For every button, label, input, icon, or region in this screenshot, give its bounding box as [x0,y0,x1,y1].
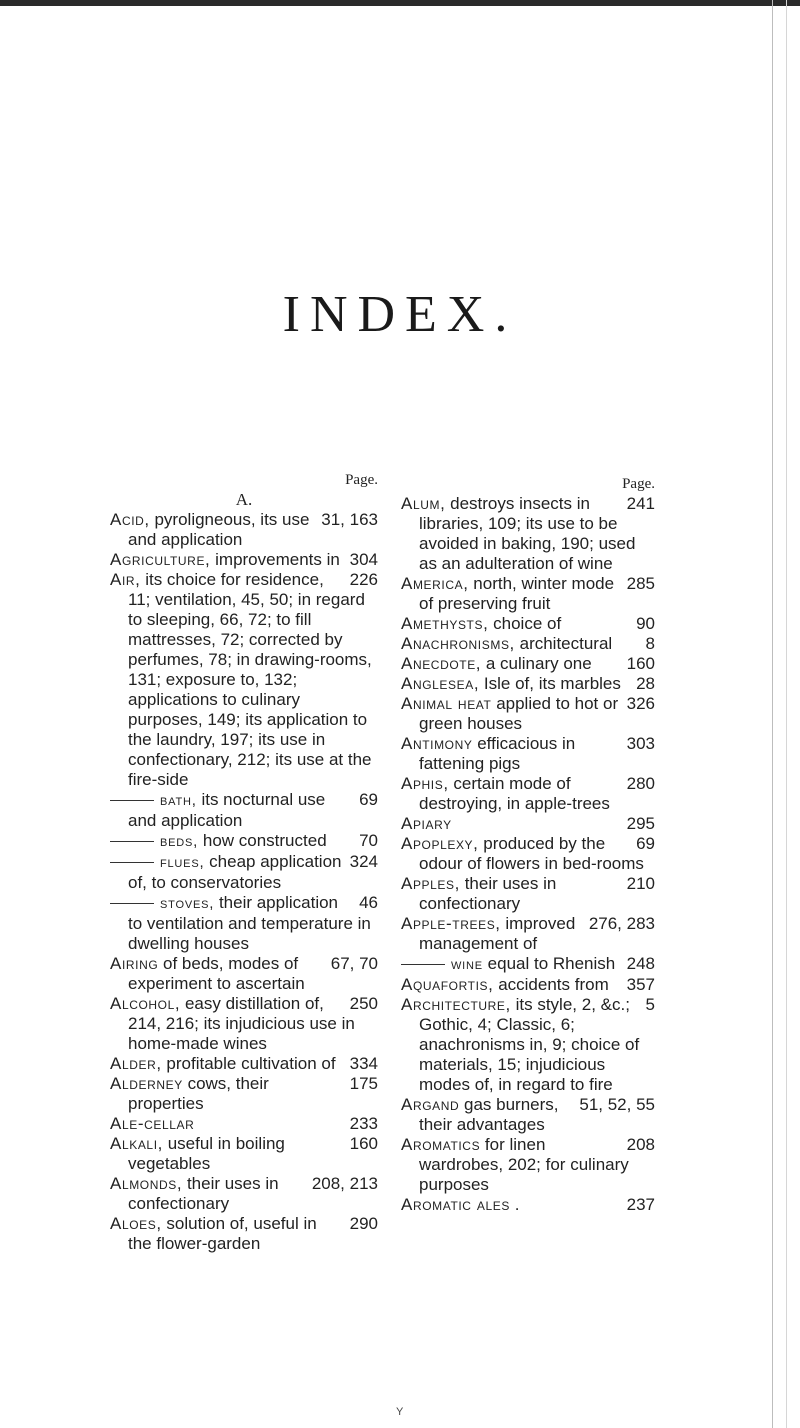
entry-text: their uses in confectionary [128,1174,279,1213]
entry-subheading: bath, [160,792,197,809]
page-column-header: Page. [345,472,378,488]
ditto-rule [401,964,445,965]
entry-page-ref: 326 [626,694,655,713]
index-entry [110,1174,378,1214]
page-title: INDEX. [282,286,518,343]
entry-text: profitable cultivation of [166,1054,336,1073]
entry-text: its style, 2, &c.; Gothic, 4; Classic, 6; anachronisms in, 9; choice of materials, 15; injudicious modes of, in regard to fire [419,995,640,1094]
entry-page-ref: 31, 163 [321,510,378,529]
index-entry [110,570,378,790]
entry-subheading: flues, [160,854,205,871]
entry-page-ref: 241 [626,494,655,513]
page-edge-line [786,0,787,1428]
index-entry [110,550,378,570]
index-entry [110,831,378,852]
entry-heading: Alcohol, [110,994,181,1013]
entry-heading: Alum, [401,494,446,513]
index-column-right [401,474,655,1215]
entry-heading: Alkali, [110,1134,163,1153]
entry-text: Isle of, its marbles [483,674,621,693]
ditto-rule [110,841,154,842]
entry-heading: Aromatics [401,1135,481,1154]
entry-text: produced by the odour of flowers in bed-rooms [419,834,644,873]
entry-heading: Almonds, [110,1174,183,1193]
entry-text: gas burners, their advantages [419,1095,559,1134]
entry-heading: Apoplexy, [401,834,479,853]
entry-page-ref: 357 [626,975,655,994]
entry-heading: Aloes, [110,1214,162,1233]
index-entries [110,510,378,1254]
entry-page-ref: 233 [349,1114,378,1133]
index-entry [401,654,655,674]
index-entry [401,1135,655,1195]
entry-page-ref: 70 [359,831,378,850]
entry-page-ref: 160 [349,1134,378,1153]
entry-heading: Anglesea, [401,674,480,693]
entry-page-ref: 90 [636,614,655,633]
entry-heading: Argand [401,1095,460,1114]
ditto-rule [110,862,154,863]
entry-text: accidents from [498,975,609,994]
entry-page-ref: 276, 283 [588,914,655,933]
index-entry [110,1114,378,1134]
index-entry [401,614,655,634]
entry-page-ref: 69 [636,834,655,853]
entry-heading: Aphis, [401,774,449,793]
index-entry [110,1054,378,1074]
entry-text: cheap application of, to conservatories [128,852,342,892]
entry-heading: Air, [110,570,141,589]
top-edge-shadow [0,0,800,6]
index-entry [110,954,378,994]
index-entry [401,814,655,834]
entry-text: north, winter mode of preserving fruit [419,574,615,613]
page-column-header: Page. [622,476,655,492]
entry-text: its nocturnal use and application [128,790,326,830]
index-entry [401,674,655,694]
entry-text: certain mode of destroying, in apple-trees [419,774,610,813]
entry-text: its choice for residence, 11; ventilation, 45, 50; in regard to sleeping, 66, 72; to fill mattresses, 72; corrected by perfumes, 78; in drawing-rooms, 131; exposure to, 132; applications to culinary purposes, 149; its application to the laundry, 197; its use in confectionary, 212; its use at the fire-side [128,570,372,789]
entry-page-ref: 175 [349,1074,378,1093]
entry-text: easy distillation of, 214, 216; its injudicious use in home-made wines [128,994,355,1053]
entry-text: of beds, modes of experiment to ascertain [128,954,305,993]
index-entry [110,790,378,831]
entry-heading: Ale-cellar [110,1114,195,1133]
index-entry [401,734,655,774]
entry-page-ref: 248 [626,954,655,973]
index-entry [401,1095,655,1135]
entry-page-ref: 5 [645,995,655,1014]
entry-page-ref: 304 [349,550,378,569]
entry-page-ref: 8 [645,634,655,653]
index-entry [110,852,378,893]
index-entry [401,494,655,574]
ditto-rule [110,800,154,801]
index-entry [401,834,655,874]
index-entry [401,1195,655,1215]
entry-text: useful in boiling vegetables [128,1134,285,1173]
entry-text: equal to Rhenish [487,954,616,973]
index-entry [401,954,655,975]
index-entry [110,994,378,1054]
ditto-rule [110,903,154,904]
entry-page-ref: 69 [359,790,378,809]
entry-text: . [514,1195,520,1214]
index-entries [401,494,655,1215]
index-entry [401,574,655,614]
index-entry [401,914,655,954]
entry-page-ref: 334 [349,1054,378,1073]
entry-text: solution of, useful in the flower-garden [128,1214,317,1253]
entry-heading: Animal heat [401,694,492,713]
entry-heading: Apple-trees, [401,914,501,933]
entry-heading: Airing [110,954,159,973]
index-entry [401,874,655,914]
entry-heading: Agriculture, [110,550,211,569]
entry-page-ref: 285 [626,574,655,593]
entry-page-ref: 208, 213 [311,1174,378,1193]
entry-page-ref: 210 [626,874,655,893]
entry-page-ref: 324 [349,852,378,871]
entry-page-ref: 46 [359,893,378,912]
entry-text: architectural [519,634,613,653]
entry-subheading: beds, [160,833,199,850]
entry-text: pyroligneous, its use and application [128,510,310,549]
entry-page-ref: 237 [626,1195,655,1214]
entry-page-ref: 208 [626,1135,655,1154]
index-entry [110,510,378,550]
entry-heading: Anachronisms, [401,634,515,653]
entry-heading: Antimony [401,734,473,753]
index-entry [401,995,655,1095]
entry-text: applied to hot or green houses [419,694,619,733]
entry-text: destroys insects in libraries, 109; its use to be avoided in baking, 190; used as an adulteration of wine [419,494,636,573]
entry-page-ref: 51, 52, 55 [579,1095,655,1114]
entry-page-ref: 160 [626,654,655,673]
index-entry [110,893,378,954]
entry-heading: Alderney [110,1074,183,1093]
index-entry [110,1214,378,1254]
signature-mark: Y [396,1406,404,1418]
entry-heading: Aquafortis, [401,975,494,994]
entry-heading: Apiary [401,814,452,833]
entry-page-ref: 280 [626,774,655,793]
entry-text: choice of [493,614,562,633]
entry-heading: America, [401,574,469,593]
entry-heading: Alder, [110,1054,162,1073]
entry-subheading: stoves, [160,895,215,912]
index-entry [110,1074,378,1114]
entry-text: cows, their properties [128,1074,269,1113]
entry-page-ref: 303 [626,734,655,753]
entry-heading: Aromatic ales [401,1195,510,1214]
entry-page-ref: 67, 70 [330,954,378,973]
index-entry [401,694,655,734]
entry-heading: Apples, [401,874,460,893]
entry-page-ref: 28 [636,674,655,693]
entry-text: a culinary one [485,654,592,673]
index-entry [401,975,655,995]
entry-text: efficacious in fattening pigs [419,734,576,773]
entry-text: for linen wardrobes, 202; for culinary purposes [419,1135,629,1194]
index-entry [401,774,655,814]
entry-text: their application to ventilation and temperature in dwelling houses [128,893,371,953]
page-edge-line [772,0,773,1428]
entry-heading: Acid, [110,510,150,529]
entry-text: improvements in [215,550,340,569]
entry-heading: Amethysts, [401,614,489,633]
entry-text: how constructed [202,831,327,850]
entry-page-ref: 226 [349,570,378,589]
index-column-left [110,470,378,1254]
entry-heading: Anecdote, [401,654,482,673]
entry-heading: Architecture, [401,995,511,1014]
entry-text: their uses in confectionary [419,874,557,913]
entry-text: improved management of [419,914,576,953]
entry-page-ref: 295 [626,814,655,833]
entry-page-ref: 290 [349,1214,378,1233]
index-entry [401,634,655,654]
section-letter: A. [235,490,253,509]
entry-page-ref: 250 [349,994,378,1013]
index-entry [110,1134,378,1174]
entry-subheading: wine [451,956,483,973]
